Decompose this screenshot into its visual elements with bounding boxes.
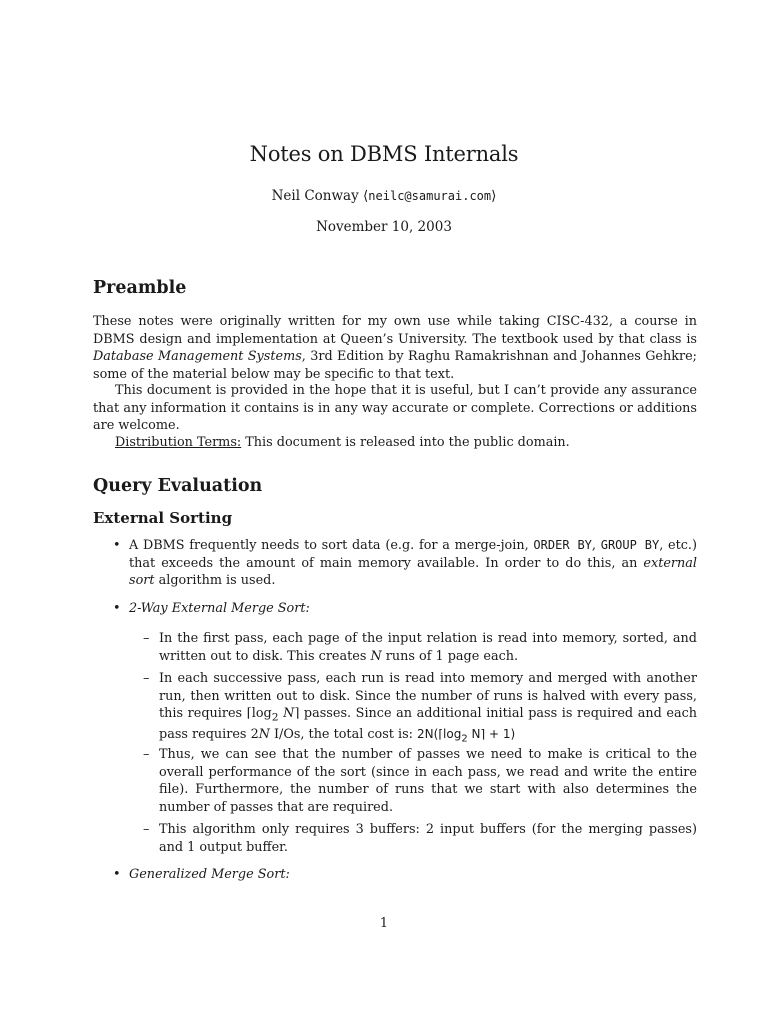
dash-marker: – <box>143 631 150 646</box>
code-group-by: GROUP BY <box>600 538 660 552</box>
bullet-marker: • <box>113 601 121 616</box>
document-title: Notes on DBMS Internals <box>249 142 519 166</box>
distribution-terms: Distribution Terms: This document is released into the public domain. <box>115 435 570 450</box>
book-title: Database Management Systems <box>93 349 302 364</box>
dash-marker: – <box>143 671 150 686</box>
dash-marker: – <box>143 747 150 762</box>
dash-marker: – <box>143 822 150 837</box>
subsection-heading-external-sorting: External Sorting <box>93 509 233 527</box>
section-heading-query-evaluation: Query Evaluation <box>93 476 263 496</box>
author-name: Neil Conway <box>271 188 359 204</box>
section-heading-preamble: Preamble <box>93 278 187 298</box>
author-email[interactable]: neilc@samurai.com <box>368 189 492 203</box>
author-line: Neil Conway ⟨neilc@samurai.com⟩ <box>271 188 497 204</box>
document-page: Notes on DBMS Internals Neil Conway ⟨neilc@samurai.com⟩ November 10, 2003 Preamble These notes were originally written for my own use while taking CISC-432, a course in DBMS design and implementation at Queen’s University. The textbook used by that class is Database Management Systems, 3rd Edition by Raghu Ramakrishnan and Johannes Gehkre; some of the material below may be specific to that text. This document is provided in the hope that it is useful, but I can’t provide any assurance that any information it contains is in any way accurate or complete. Corrections or additions are welcome. Distribution Terms: This document is released into the public domain. Query Evaluation External Sorting • A DBMS frequently needs to sort data (e.g. for a merge-join, ORDER BY, GROUP BY, etc.) that exceeds the amount of main memory available. In order to do this, an external sort algorithm is used. • 2-Way External Merge Sort: – In the first pass, each page of the input relation is read into memory, sorted, and written out to disk. This creates N runs of 1 page each. – In each successive pass, each run is read into memory and merged with another run, then written out to disk. Since the number of runs is halved with every pass, this requires $⌈\log_2$ N⌉ passes. Since an additional initial pass is required and each pass requires 2N I/Os, the total cost is: $2N(⌈\log_2$ N⌉ + 1) – Thus, we can see that the number of passes we need to make is critical to the overall performance of the sort (since in each pass, we read and write the entire file). Furthermore, the number of runs that we start with also determines the number of passes that are required. – This algorithm only requires 3 buffers: 2 input buffers (for the merging passes) and 1 output buffer. • Generalized Merge Sort: 1 <box>0 0 768 1024</box>
distribution-terms-label: Distribution Terms: <box>115 435 242 450</box>
cost-formula: $2N(⌈\log_2$ N⌉ + 1) <box>417 727 516 745</box>
code-order-by: ORDER BY <box>533 538 592 552</box>
document-date: November 10, 2003 <box>316 219 452 235</box>
page-number: 1 <box>379 916 389 931</box>
preamble-paragraph-1: These notes were originally written for my own use while taking CISC-432, a course in DBMS design and implementation at Queen’s University. The textbook used by that class is Database Management Systems, 3rd Edition by Raghu Ramakrishnan and Johannes Gehkre; some of the material below may be specific to that text. <box>93 314 697 382</box>
bullet-marker: • <box>113 867 121 882</box>
preamble-paragraph-2: This document is provided in the hope that it is useful, but I can’t provide any assurance that any information it contains is in any way accurate or complete. Corrections or additions are welcome. <box>93 383 697 433</box>
bullet-marker: • <box>113 538 121 553</box>
